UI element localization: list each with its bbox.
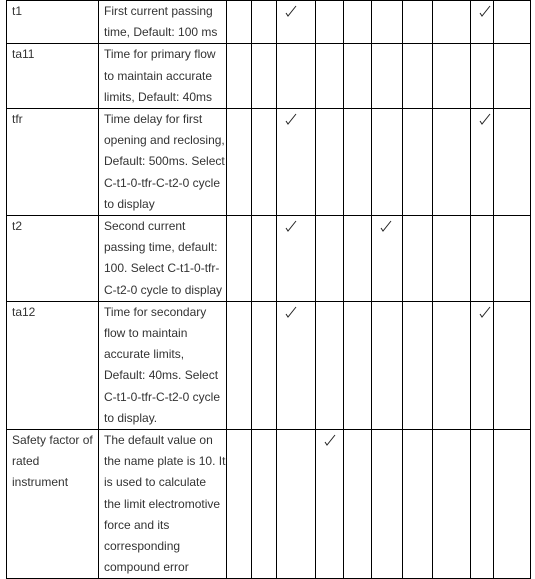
- mark-cell: [433, 301, 471, 429]
- parameter-description-cell: Time for secondary flow to maintain accurate limits, Default: 40ms. Select C-t1-0-tfr-C-t2-0 cycle to display.: [99, 301, 227, 429]
- checkmark-icon: [285, 5, 297, 17]
- parameter-name-cell: ta11: [7, 44, 99, 109]
- mark-cell: [344, 430, 372, 579]
- checkmark-icon: [380, 220, 392, 232]
- mark-cell: [344, 1, 372, 44]
- mark-cell: [372, 1, 403, 44]
- parameter-name-cell: ta12: [7, 301, 99, 429]
- checkmark-icon: [285, 220, 297, 232]
- mark-cell: [494, 430, 531, 579]
- mark-cell: [433, 109, 471, 216]
- parameter-description-cell: Time for primary flow to maintain accurate limits, Default: 40ms: [99, 44, 227, 109]
- checkmark-icon: [479, 113, 491, 125]
- mark-cell: [316, 301, 344, 429]
- mark-cell: [403, 109, 433, 216]
- mark-cell: [227, 109, 252, 216]
- mark-cell: [372, 109, 403, 216]
- parameter-description-cell: First current passing time, Default: 100 ms: [99, 1, 227, 44]
- mark-cell: [316, 430, 344, 579]
- table-row: [7, 430, 531, 579]
- mark-cell: [372, 216, 403, 302]
- mark-cell: [494, 301, 531, 429]
- mark-cell: [494, 44, 531, 109]
- mark-cell: [252, 44, 277, 109]
- checkmark-icon: [285, 306, 297, 318]
- mark-cell: [494, 216, 531, 302]
- parameter-description-cell: Time delay for first opening and reclosing, Default: 500ms. Select C-t1-0-tfr-C-t2-0 cycle to display: [99, 109, 227, 216]
- parameter-table: [6, 0, 531, 579]
- mark-cell: [344, 109, 372, 216]
- parameter-name-cell: Safety factor of rated instrument: [7, 430, 99, 579]
- mark-cell: [316, 109, 344, 216]
- parameter-name-cell: tfr: [7, 109, 99, 216]
- mark-cell: [433, 216, 471, 302]
- mark-cell: [372, 430, 403, 579]
- mark-cell: [372, 44, 403, 109]
- table-row: [7, 44, 531, 109]
- parameter-name-cell: t2: [7, 216, 99, 302]
- parameter-description-cell: Second current passing time, default: 100. Select C-t1-0-tfr-C-t2-0 cycle to display: [99, 216, 227, 302]
- mark-cell: [433, 1, 471, 44]
- checkmark-icon: [479, 5, 491, 17]
- mark-cell: [403, 44, 433, 109]
- mark-cell: [227, 430, 252, 579]
- mark-cell: [316, 1, 344, 44]
- table-row: [7, 1, 531, 44]
- mark-cell: [403, 216, 433, 302]
- mark-cell: [433, 44, 471, 109]
- parameter-name-cell: t1: [7, 1, 99, 44]
- mark-cell: [471, 44, 494, 109]
- mark-cell: [344, 44, 372, 109]
- mark-cell: [277, 44, 316, 109]
- mark-cell: [277, 1, 316, 44]
- mark-cell: [277, 216, 316, 302]
- mark-cell: [252, 109, 277, 216]
- parameter-description-cell: The default value on the name plate is 10. It is used to calculate the limit electromotive force and its corresponding compound error: [99, 430, 227, 579]
- mark-cell: [494, 1, 531, 44]
- mark-cell: [344, 216, 372, 302]
- mark-cell: [344, 301, 372, 429]
- table-body: [7, 1, 531, 579]
- table-row: [7, 301, 531, 429]
- mark-cell: [372, 301, 403, 429]
- mark-cell: [403, 301, 433, 429]
- mark-cell: [403, 1, 433, 44]
- mark-cell: [471, 301, 494, 429]
- mark-cell: [227, 1, 252, 44]
- mark-cell: [227, 216, 252, 302]
- mark-cell: [471, 216, 494, 302]
- mark-cell: [277, 301, 316, 429]
- mark-cell: [277, 109, 316, 216]
- mark-cell: [227, 301, 252, 429]
- mark-cell: [471, 1, 494, 44]
- mark-cell: [252, 216, 277, 302]
- mark-cell: [316, 216, 344, 302]
- mark-cell: [252, 1, 277, 44]
- mark-cell: [471, 109, 494, 216]
- mark-cell: [433, 430, 471, 579]
- checkmark-icon: [285, 113, 297, 125]
- mark-cell: [252, 430, 277, 579]
- mark-cell: [494, 109, 531, 216]
- mark-cell: [252, 301, 277, 429]
- mark-cell: [227, 44, 252, 109]
- mark-cell: [471, 430, 494, 579]
- table-row: [7, 216, 531, 302]
- checkmark-icon: [479, 306, 491, 318]
- mark-cell: [316, 44, 344, 109]
- table-row: [7, 109, 531, 216]
- mark-cell: [403, 430, 433, 579]
- mark-cell: [277, 430, 316, 579]
- checkmark-icon: [324, 434, 336, 446]
